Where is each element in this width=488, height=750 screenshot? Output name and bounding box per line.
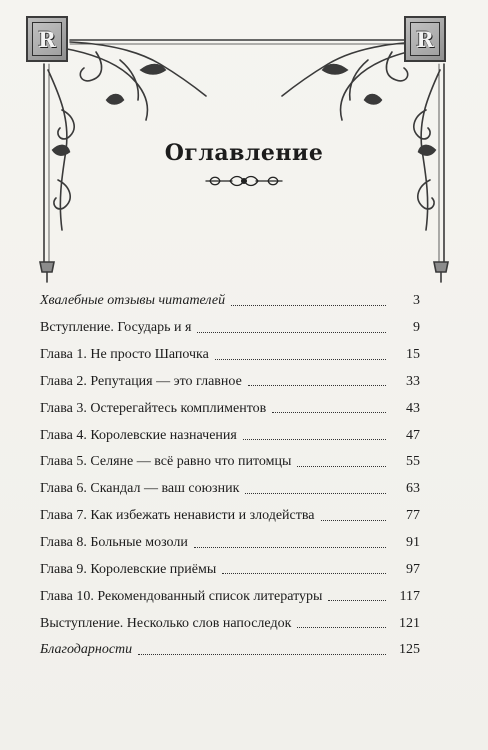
toc-entry[interactable] <box>40 395 420 422</box>
toc-entry[interactable] <box>40 315 420 342</box>
toc-entry-page-number: 43 <box>406 400 420 416</box>
toc-entry-title: Глава 8. Больные мозоли <box>40 535 188 551</box>
toc-entry-title: Выступление. Несколько слов напоследок <box>40 615 292 631</box>
dot-leader <box>321 510 387 521</box>
toc-entry-page-number: 125 <box>399 642 420 658</box>
toc-entry-page-number: 9 <box>413 320 420 336</box>
title-divider-icon <box>202 173 286 189</box>
toc-entry-page-number: 117 <box>399 588 420 604</box>
dot-leader <box>231 295 386 306</box>
toc-entry[interactable] <box>40 556 420 583</box>
dot-leader <box>297 456 386 467</box>
toc-entry[interactable] <box>40 449 420 476</box>
toc-entry-title: Глава 1. Не просто Шапочка <box>40 347 209 363</box>
toc-entry-title: Хвалебные отзывы читателей <box>40 293 226 309</box>
corner-letter: R <box>38 26 56 52</box>
toc-entry-title: Глава 6. Скандал — ваш союзник <box>40 481 240 497</box>
dot-leader <box>248 375 386 386</box>
dot-leader <box>138 644 386 655</box>
toc-entry-title: Глава 5. Селяне — всё равно что питомцы <box>40 454 292 470</box>
toc-entry-page-number: 3 <box>413 293 420 309</box>
toc-entry-page-number: 55 <box>406 454 420 470</box>
toc-entry[interactable] <box>40 503 420 530</box>
toc-entry-page-number: 63 <box>406 481 420 497</box>
toc-entry[interactable] <box>40 610 420 637</box>
dot-leader <box>197 322 386 333</box>
corner-monogram-left <box>26 16 68 62</box>
toc-entry-page-number: 33 <box>406 373 420 389</box>
toc-entry-title: Глава 3. Остерегайтесь комплиментов <box>40 400 267 416</box>
dot-leader <box>272 402 386 413</box>
toc-entry-title: Глава 2. Репутация — это главное <box>40 373 242 389</box>
toc-entry[interactable] <box>40 530 420 557</box>
toc-entry-page-number: 121 <box>399 615 420 631</box>
toc-entry-title: Глава 9. Королевские приёмы <box>40 561 217 577</box>
dot-leader <box>328 590 386 601</box>
toc-entry-title: Глава 10. Рекомендованный список литературы <box>40 588 323 604</box>
toc-entry[interactable] <box>40 422 420 449</box>
corner-monogram-right <box>404 16 446 62</box>
dot-leader <box>222 563 386 574</box>
toc-entry-page-number: 97 <box>406 561 420 577</box>
toc-entry-page-number: 47 <box>406 427 420 443</box>
dot-leader <box>243 429 386 440</box>
toc-entry[interactable] <box>40 342 420 369</box>
table-of-contents <box>40 288 420 664</box>
toc-entry-title: Благодарности <box>40 642 133 658</box>
toc-entry-page-number: 15 <box>406 347 420 363</box>
dot-leader <box>245 483 386 494</box>
dot-leader <box>215 349 386 360</box>
toc-entry[interactable] <box>40 369 420 396</box>
toc-entry-page-number: 77 <box>406 508 420 524</box>
toc-entry-page-number: 91 <box>406 535 420 551</box>
toc-entry[interactable] <box>40 288 420 315</box>
toc-entry-title: Глава 4. Королевские назначения <box>40 427 237 443</box>
page-title: Оглавление <box>164 140 324 166</box>
corner-letter: R <box>416 26 434 52</box>
dot-leader <box>194 537 386 548</box>
toc-entry[interactable] <box>40 583 420 610</box>
toc-entry[interactable] <box>40 637 420 664</box>
toc-entry-title: Вступление. Государь и я <box>40 320 192 336</box>
toc-entry[interactable] <box>40 476 420 503</box>
dot-leader <box>297 617 386 628</box>
toc-entry-title: Глава 7. Как избежать ненависти и злодейства <box>40 508 315 524</box>
